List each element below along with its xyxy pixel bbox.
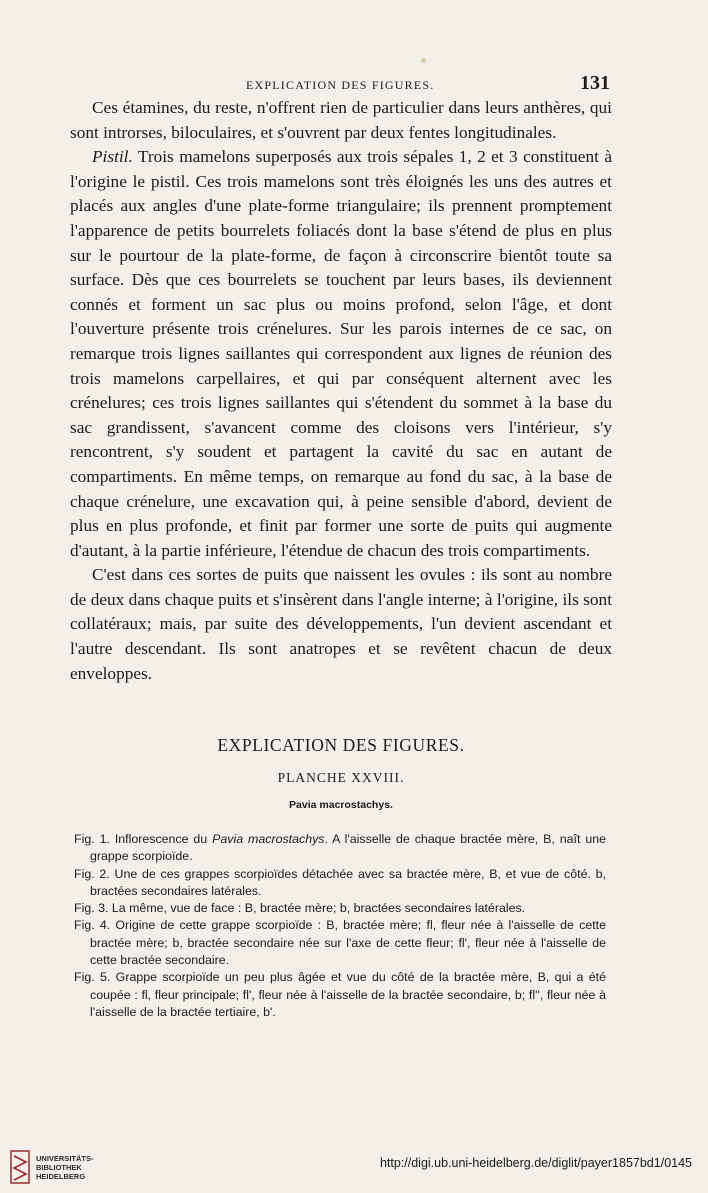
library-seal-icon [10, 1150, 30, 1184]
caption-text: Origine de cette grappe scorpioïde : B, bractée mère; fl, fleur née à l'aisselle de cette bractée mère; b, bractée secondaire née sur l'axe de cette fleur; fl', fleur née à l'aisselle de cette bractée secondaire. [90, 918, 606, 968]
paragraph-pistil [70, 145, 612, 563]
species-title: Pavia macrostachys. [289, 799, 393, 811]
paragraph-stamens: Ces étamines, du reste, n'offrent rien de particulier dans leurs anthères, qui sont introrses, biloculaires, et s'ouvrent par deux fentes longitudinales. [70, 98, 612, 142]
source-url-link[interactable]: http://digi.ub.uni-heidelberg.de/diglit/payer1857bd1/0145 [379, 1156, 692, 1170]
caption-fig-3 [74, 900, 606, 917]
figure-captions [74, 831, 606, 1021]
library-name: UNIVERSITÄTS- BIBLIOTHEK HEIDELBERG [36, 1153, 94, 1181]
caption-fig-5 [74, 969, 606, 1021]
page-footer [0, 1148, 708, 1193]
caption-label: Fig. 1. [74, 832, 110, 846]
caption-label: Fig. 2. [74, 866, 110, 881]
caption-fig-1 [74, 831, 606, 866]
caption-italic: Pavia macrostachys [212, 832, 325, 846]
caption-label: Fig. 4. [74, 918, 111, 933]
page-number: 131 [580, 72, 610, 94]
pistil-lead: Pistil. [92, 147, 133, 167]
plate-title: PLANCHE XXVIII. [277, 770, 405, 785]
body-text [70, 96, 612, 686]
caption-fig-4 [74, 917, 606, 969]
paragraph-ovules: C'est dans ces sortes de puits que naissent les ovules : ils sont au nombre de deux dans chaque puits et s'insèrent dans l'angle interne; à l'origine, ils sont collatéraux; mais, par suite des développements, l'un devient ascendant et l'autre descendant. Ils sont anatropes et se revêtent chacun de deux enveloppes. [70, 565, 612, 683]
caption-text: Une de ces grappes scorpioïdes détachée avec sa bractée mère, B, et vue de côté. b, bractées secondaires latérales. [90, 866, 606, 898]
page-header [70, 72, 610, 95]
section-title: EXPLICATION DES FIGURES. [217, 735, 465, 755]
caption-label: Fig. 3. [74, 901, 109, 916]
running-title: EXPLICATION DES FIGURES. [246, 78, 435, 92]
caption-label: Fig. 5. [74, 970, 111, 985]
pistil-text: Trois mamelons superposés aux trois sépales 1, 2 et 3 constituent à l'origine le pistil. Ces trois mamelons sont très éloignés les uns des autres et placés aux angles d'une plate-forme triangulaire; ils prennent promptement l'apparence de petits bourrelets foliacés dont la base s'étend de plus en plus sur le pourtour de la plate-forme, de façon à circonscrire bientôt toute sa surface. Dès que ces bourrelets se touchent par leurs bases, ils deviennent connés et forment un sac plus ou moins profond, selon l'âge, et dont l'ouverture présente trois crénelures. Sur les parois internes de ce sac, on remarque trois lignes saillantes qui correspondent aux lignes de réunion des trois mamelons carpellaires, et qui par conséquent alternent avec les crénelures; ces trois lignes saillantes qui s'étendent du sommet à la base du sac grandissent, s'avancent comme des cloisons vers l'intérieur, s'y rencontrent, s'y soudent et partagent la cavité du sac en autant de compartiments. En même temps, on remarque au fond du sac, à la base de chaque crénelure, une excavation qui, à peine sensible d'abord, devient de plus en plus profonde, et finit par former une sorte de puits qui augmente d'autant, à la partie inférieure, l'étendue de chacun des trois compartiments. [70, 147, 612, 560]
paper-speck [421, 58, 426, 63]
caption-text: Grappe scorpioïde un peu plus âgée et vue du côté de la bractée mère, B, qui a été coupée : fl, fleur principale; fl', fleur née à l'aisselle de la bractée secondaire, b; fl'', fleur née à l'aisselle de la bractée tertiaire, b'. [90, 970, 607, 1019]
caption-fig-2 [74, 866, 606, 901]
caption-text: Inflorescence du [109, 832, 213, 846]
caption-text: La même, vue de face : B, bractée mère; b, bractées secondaires latérales. [108, 901, 526, 916]
library-logo[interactable] [10, 1150, 94, 1184]
caption-text: . A l'aisselle de chaque bractée mère, B, naît une grappe scorpioïde. [90, 832, 606, 864]
